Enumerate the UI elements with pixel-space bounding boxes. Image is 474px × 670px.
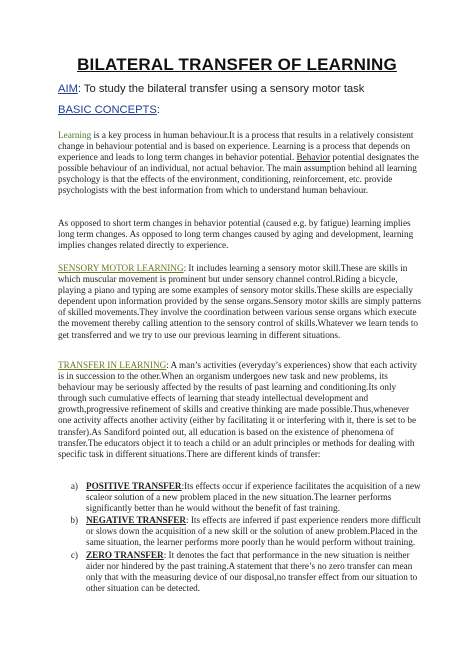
paragraph-sensory-motor (58, 263, 424, 341)
positive-transfer-text: :Its effects occur if experience facilitates the acquisition of a new scaleor solution of a new problem placed in the new situation.The learner performs significantly better than he would without the benefit of fast training. (86, 481, 421, 514)
basic-concepts-label: BASIC CONCEPTS (58, 104, 157, 116)
aim-line (58, 83, 458, 95)
list-marker: c) (70, 549, 78, 560)
positive-transfer-heading: POSITIVE TRANSFER (86, 481, 182, 491)
list-item (58, 481, 424, 514)
paragraph-transfer (58, 360, 424, 460)
term-learning: Learning (58, 130, 92, 140)
transfer-types-list (58, 481, 424, 595)
list-marker: b) (70, 515, 78, 526)
zero-transfer-text: : It denotes the fact that performance in the new situation is neither aider nor hindered by the past training.A statement that there’s no zero transfer can mean only that with the measuring device of our disposal,no transfer effect from our situation to other situation can be detected. (86, 549, 418, 593)
paragraph-sensory-motor-text: : It includes learning a sensory motor skill.These are skills in which muscular movement is prominent but under sensory channel control.Riding a bicycle, playing a piano and typing are some examples of sensory motor skills.These skills are especially dependent upon information provided by the sense organs.Sensory motor skills are simply patterns of skilled movements.They involve the coordination between various sense organs which execute the movement thereby calling attention to the sensory control of skills.Whatever we learn tends to get transferred and we try to use our previous learning in different situations. (58, 263, 421, 340)
aim-label: AIM (58, 83, 78, 95)
basic-concepts-colon: : (156, 104, 160, 116)
paragraph-learning-text-b: potential designates the possible behaviour of an individual, not actual behavior. The main assumption behind all learning psychology is that the effects of the environment, conditioning, reinforcement, etc. provide psychologists with the best information from which to understand human behaviour. (58, 152, 419, 196)
aim-text: : To study the bilateral transfer using a sensory motor task (77, 83, 365, 95)
list-item (58, 515, 424, 548)
paragraph-short-term: As opposed to short term changes in behavior potential (caused e.g. by fatigue) learning implies long term changes. As opposed to long term changes caused by aging and development, learning implies changes related directly to experience. (58, 218, 414, 251)
term-sensory-motor-learning: SENSORY MOTOR LEARNING (58, 263, 184, 273)
list-marker: a) (70, 481, 78, 491)
term-transfer-in-learning: TRANSFER IN LEARNING (58, 360, 167, 370)
paragraph-transfer-text: : A man’s activities (everyday’s experiences) show that each activity is in succession to the other.When an organism undergoes new task and new problems, its behaviour may be seriously affected by the results of past learning and conditioning.Its only through such cumulative effects of learning that steady intellectual development and growth,progressive refinement of skills and creative thinking are made possible.Thus,whenever one activity affects another activity (either by facilitating it or interfering with it, there is set to be transfer).As Sandiford pointed out, all education is based on the existence of phenomena of transfer.The educators object it to teach a child or an adult principles or methods for dealing with specific task in different situations.There are different kinds of transfer: (58, 360, 418, 459)
negative-transfer-heading: NEGATIVE TRANSFER (86, 515, 186, 526)
paragraph-learning-text-a: is a key process in human behaviour.It is a process that results in a relatively consistent change in behaviour potential and is based on experience. Learning is a process that depends on experience and leads to long term changes in behavior potential. (58, 130, 414, 163)
basic-concepts-heading (58, 104, 160, 116)
negative-transfer-text: : Its effects are inferred if past experience renders more difficult or slows down the acquisition of a new skill or the solution of anew problem.Placed in the same situation, the learner performs more poorly than he would perform without training. (86, 515, 421, 548)
zero-transfer-heading: ZERO TRANSFER (86, 549, 164, 560)
list-item (58, 550, 424, 594)
paragraph-learning (58, 130, 424, 197)
term-behavior: Behavior (296, 152, 331, 163)
document-title: BILATERAL TRANSFER OF LEARNING (77, 55, 397, 74)
